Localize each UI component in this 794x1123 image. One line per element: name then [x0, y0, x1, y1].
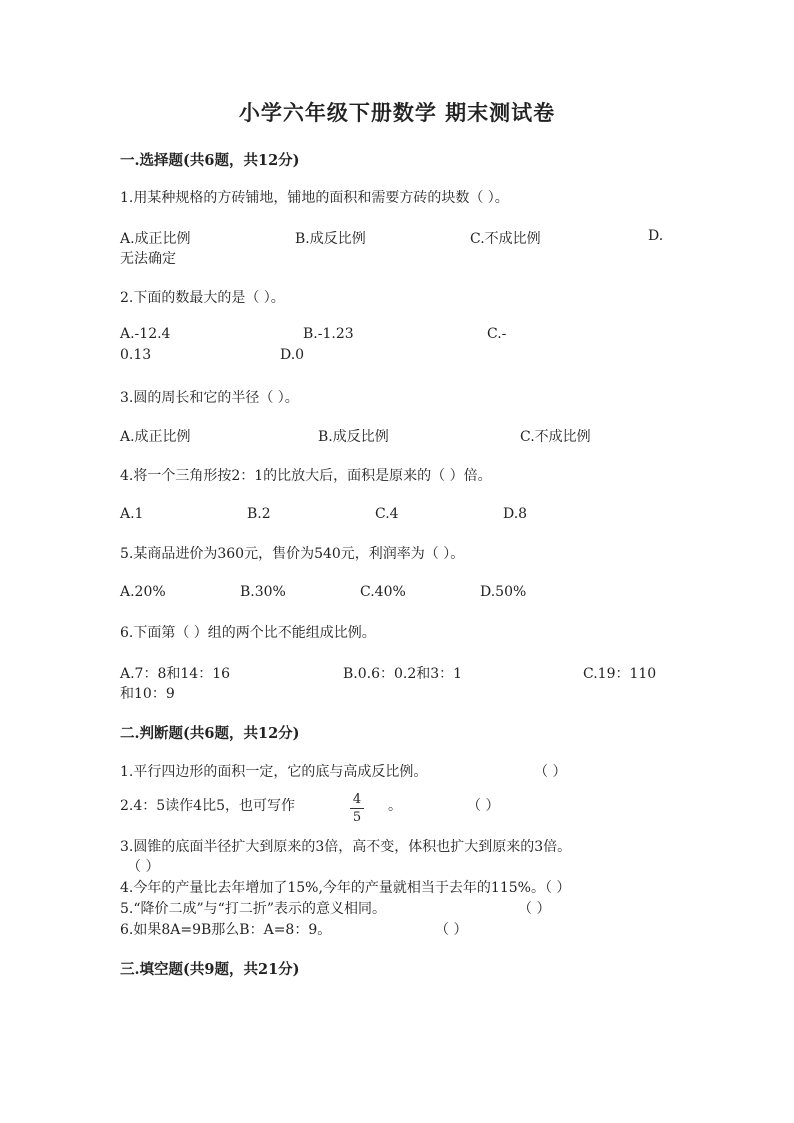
option-b: B.-1.23: [303, 326, 354, 342]
option-c: C.40%: [360, 584, 406, 600]
option-a: A.20%: [120, 584, 166, 600]
section-heading-fill-in: 三.填空题(共9题，共21分): [120, 961, 300, 978]
option-a: A.-12.4: [120, 326, 171, 342]
fraction-numerator: 4: [352, 792, 362, 807]
option-d-continued: 无法确定: [120, 251, 176, 267]
option-b: B.成反比例: [295, 231, 366, 247]
option-c: C.不成比例: [520, 429, 591, 445]
judgement-stem: 4.今年的产量比去年增加了15%,今年的产量就相当于去年的115%。（ ）: [120, 880, 571, 896]
option-c-continued: 和10：9: [120, 686, 175, 702]
option-c-continued: 0.13: [120, 347, 152, 363]
fraction-bar: [350, 808, 364, 809]
answer-parentheses: （ ）: [467, 798, 500, 814]
option-c: C.4: [375, 506, 399, 522]
question-stem: 5.某商品进价为360元，售价为540元，利润率为（ ）。: [120, 546, 465, 562]
question-stem: 2.下面的数最大的是（ ）。: [120, 290, 285, 306]
option-d: D.: [648, 228, 664, 244]
question-stem: 1.用某种规格的方砖铺地，铺地的面积和需要方砖的块数（ ）。: [120, 190, 509, 206]
sentence-period: 。: [388, 798, 402, 814]
section-heading-choice: 一.选择题(共6题，共12分): [120, 152, 300, 169]
answer-parentheses: （ ）: [435, 922, 468, 938]
page-title: 小学六年级下册数学 期末测试卷: [238, 100, 556, 125]
judgement-stem: 1.平行四边形的面积一定，它的底与高成反比例。: [120, 764, 428, 780]
option-b: B.0.6：0.2和3：1: [343, 666, 463, 682]
option-d: D.0: [280, 347, 305, 363]
answer-parentheses: （ ）: [127, 859, 160, 875]
fraction-four-fifths: [350, 792, 364, 825]
judgement-stem: 5.“降价二成”与“打二折”表示的意义相同。: [120, 901, 386, 917]
option-c: C.19：110: [583, 666, 657, 682]
option-b: B.2: [247, 506, 271, 522]
option-d: D.50%: [480, 584, 527, 600]
answer-parentheses: （ ）: [518, 901, 551, 917]
option-c: C.-: [487, 326, 507, 342]
question-stem: 6.下面第（ ）组的两个比不能组成比例。: [120, 625, 376, 641]
option-c: C.不成比例: [470, 231, 541, 247]
option-a: A.成正比例: [120, 231, 191, 247]
judgement-stem: 2.4：5读作4比5，也可写作: [120, 798, 295, 814]
judgement-stem: 6.如果8A=9B那么B：A=8：9。: [120, 922, 332, 938]
option-a: A.成正比例: [120, 429, 191, 445]
option-a: A.1: [120, 506, 144, 522]
fraction-denominator: 5: [352, 810, 362, 825]
option-a: A.7：8和14：16: [120, 666, 231, 682]
option-b: B.30%: [240, 584, 286, 600]
answer-parentheses: （ ）: [534, 764, 567, 780]
question-stem: 3.圆的周长和它的半径（ ）。: [120, 390, 299, 406]
option-d: D.8: [503, 506, 528, 522]
question-stem: 4.将一个三角形按2：1的比放大后，面积是原来的（ ）倍。: [120, 468, 492, 484]
section-heading-judgement: 二.判断题(共6题，共12分): [120, 725, 300, 742]
judgement-stem: 3.圆锥的底面半径扩大到原来的3倍，高不变，体积也扩大到原来的3倍。: [120, 839, 572, 855]
option-b: B.成反比例: [318, 429, 389, 445]
